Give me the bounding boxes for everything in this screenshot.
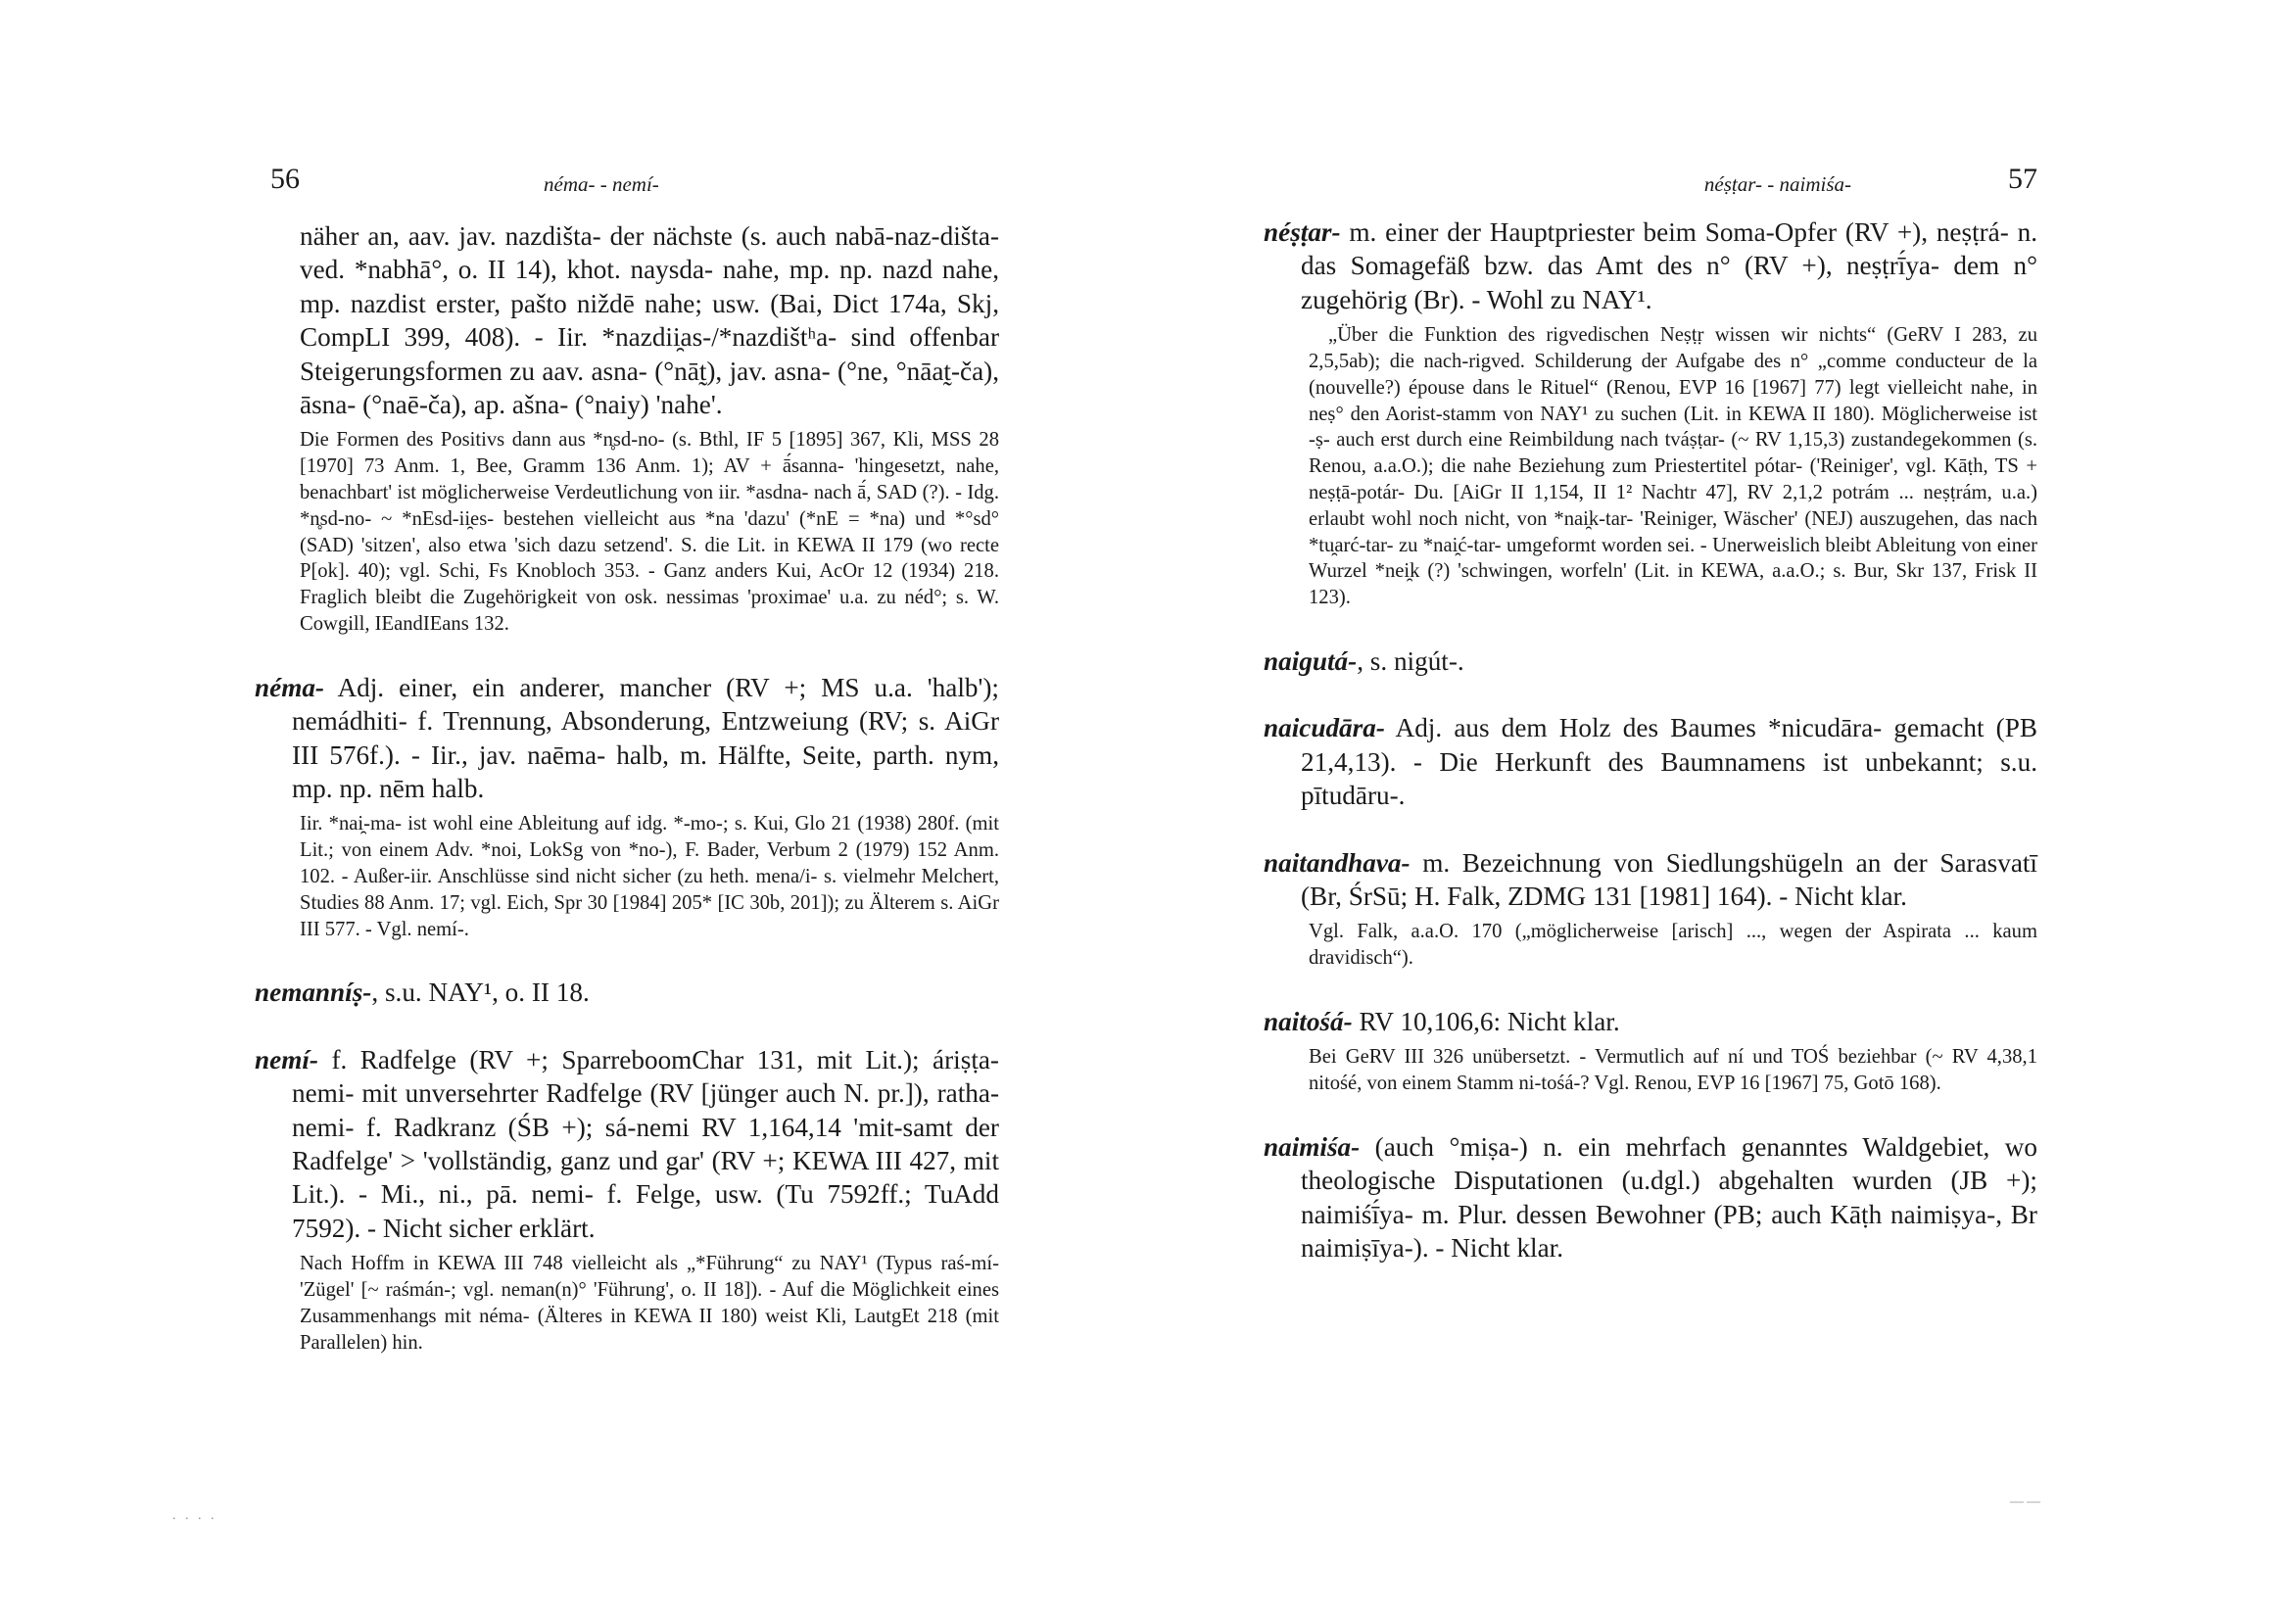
dictionary-entry	[255, 219, 999, 638]
entry-lemma: naitośá-	[1264, 1007, 1353, 1037]
entry-lemma: néṣṭar-	[1264, 217, 1341, 247]
entry-definition: , s. nigút-.	[1357, 645, 1464, 676]
entry-lemma: néma-	[255, 672, 324, 702]
dictionary-entry	[1264, 215, 2037, 611]
dictionary-entry	[1264, 1005, 2037, 1097]
entry-main	[1264, 644, 2037, 678]
page-body	[1264, 215, 2037, 1265]
entry-definition: m. Bezeichnung von Siedlungshügeln an der Sarasvatī (Br, ŚrSū; H. Falk, ZDMG 131 [1981] 164). - Nicht klar.	[1301, 847, 2037, 912]
entry-note: Vgl. Falk, a.a.O. 170 („möglicherweise [arisch] ..., wegen der Aspirata ... kaum dravidisch“).	[1309, 921, 2037, 970]
entry-definition: , s.u. NAY¹, o. II 18.	[371, 978, 590, 1008]
scan-speck: ——	[2010, 1495, 2043, 1509]
page-number: 56	[270, 163, 300, 195]
entry-lemma: nemí-	[255, 1044, 318, 1074]
dictionary-entry	[255, 671, 999, 943]
dictionary-entry	[1264, 644, 2037, 678]
entry-main	[1264, 215, 2037, 316]
running-head: néma- - nemí-	[544, 172, 659, 196]
entry-main	[1264, 711, 2037, 812]
entry-continuation: näher an, aav. jav. nazdišta- der nächste (s. auch nabā-naz-dišta- ved. *nabhā°, o. II 14), khot. naysda- nahe, mp. np. nazd nahe, mp. nazdist erster, pašto niždē nahe; usw. (Bai, Dict 174a, Skj, CompLI 399, 408). - Iir. *nazdii̯as-/*nazdištʰa- sind offenbar Steigerungsformen zu aav. asna- (°nāt̰), jav. asna- (°ne, °nāat̰-ča), āsna- (°naē-ča), ap. ašna- (°naiy) 'nahe'.	[300, 221, 999, 420]
entry-note: Nach Hoffm in KEWA III 748 vielleicht als „*Führung“ zu NAY¹ (Typus raś-mí- 'Zügel' [~ raśmán-; vgl. neman(n)° 'Führung', o. II 18]). - Auf die Möglichkeit eines Zusammenhangs mit néma- (Älteres in KEWA II 180) weist Kli, LautgEt 218 (mit Parallelen) hin.	[300, 1253, 999, 1354]
entry-lemma: naimiśa-	[1264, 1132, 1361, 1163]
dictionary-entry	[255, 976, 999, 1009]
entry-main	[255, 976, 999, 1009]
entry-main	[255, 671, 999, 806]
entry-lemma: naicudāra-	[1264, 713, 1385, 743]
entry-main	[1264, 1005, 2037, 1038]
page-body	[255, 219, 999, 1356]
entry-definition: (auch °miṣa-) n. ein mehrfach genanntes Waldgebiet, wo theologische Disputationen (u.dgl.) abgehalten wurden (JB +); naimiśī́ya- m. Plur. dessen Bewohner (PB; auch Kāṭh naimiṣya-, Br naimiṣīya-). - Nicht klar.	[1301, 1132, 2037, 1264]
entry-definition: Adj. einer, ein anderer, mancher (RV +; MS u.a. 'halb'); nemádhiti- f. Trennung, Absonderung, Entzweiung (RV; s. AiGr III 576f.). - Iir., jav. naēma- halb, m. Hälfte, Seite, parth. nym, mp. np. nēm halb.	[292, 672, 999, 804]
entry-note: Iir. *nai̯-ma- ist wohl eine Ableitung auf idg. *-mo-; s. Kui, Glo 21 (1938) 280f. (mit Lit.; von einem Adv. *noi, LokSg von *no-), F. Bader, Verbum 2 (1979) 152 Anm. 102. - Außer-iir. Anschlüsse sind nicht sicher (zu heth. mena/i- s. vielmehr Melchert, Studies 88 Anm. 17; vgl. Eich, Spr 30 [1984] 205* [IC 30b, 201]); zu Älterem s. AiGr III 577. - Vgl. nemí-.	[300, 813, 999, 940]
dictionary-entry	[1264, 846, 2037, 972]
page-number: 57	[2008, 163, 2037, 195]
entry-main	[1264, 1130, 2037, 1265]
scan-speck: . . . .	[172, 1508, 217, 1523]
dictionary-entry	[1264, 1130, 2037, 1265]
entry-lemma: naitandhava-	[1264, 847, 1411, 878]
entry-definition: Adj. aus dem Holz des Baumes *nicudāra- gemacht (PB 21,4,13). - Die Herkunft des Baumnamens ist unbekannt; s.u. pītudāru-.	[1301, 713, 2037, 811]
running-head: néṣṭar- - naimiśa-	[1703, 172, 1851, 196]
entry-note: „Über die Funktion des rigvedischen Neṣṭṛ wissen wir nichts“ (GeRV I 283, zu 2,5,5ab); die nach-rigved. Schilderung der Aufgabe des n° „comme conducteur de la (nouvelle?) épouse dans le Rituel“ (Renou, EVP 16 [1967] 77) legt vielleicht nahe, in neṣ° den Aorist-stamm von NAY¹ zu suchen (Lit. in KEWA II 180). Möglicherweise ist -ṣ- auch erst durch eine Reimbildung nach tváṣṭar- (~ RV 1,15,3) zustandegekommen (s. Renou, a.a.O.); die nahe Beziehung zum Priestertitel pótar- ('Reiniger', vgl. Kāṭh, TS + neṣṭā-potár- Du. [AiGr II 1,154, II 1² Nachtr 47], RV 2,1,2 potrám ... neṣṭrám, u.a.) erlaubt wohl noch nicht, von *nai̯k-tar- 'Reiniger, Wäscher' (NEJ) auszugehen, das nach *tu̯arć-tar- zu *nai̯ć-tar- umgeformt worden sei. - Unerweislich bleibt Ableitung von einer Wurzel *nei̯k (?) 'schwingen, worfeln' (Lit. in KEWA, a.a.O.; s. Bur, Skr 137, Frisk II 123).	[1309, 324, 2037, 609]
entry-note: Die Formen des Positivs dann aus *n̥sd-no- (s. Bthl, IF 5 [1895] 367, Kli, MSS 28 [1970] 73 Anm. 1, Bee, Gramm 136 Anm. 1); AV + ā́sanna- 'hingesetzt, nahe, benachbart' ist möglicherweise Verdeutlichung von iir. *asdna- nach ā́, SAD (?). - Idg. *n̥sd-no- ~ *nEsd-ii̯es- bestehen vielleicht aus *na 'dazu' (*nE = *na) und *°sd° (SAD) 'sitzen', also etwa 'sich dazu setzend'. S. die Lit. in KEWA II 179 (wo recte P[ok]. 40); vgl. Schi, Fs Knobloch 353. - Ganz anders Kui, AcOr 12 (1934) 218. Fraglich bleibt die Zugehörigkeit von osk. nessimas 'proximae' u.a. zu néd°; s. W. Cowgill, IEandIEans 132.	[300, 429, 999, 636]
entry-definition: RV 10,106,6: Nicht klar.	[1352, 1007, 1620, 1037]
entry-note: Bei GeRV III 326 unübersetzt. - Vermutlich auf ní und TOŚ beziehbar (~ RV 4,38,1 nitośé, von einem Stamm ni-tośá-? Vgl. Renou, EVP 16 [1967] 75, Gotō 168).	[1309, 1046, 2037, 1095]
entry-lemma: nemanníṣ-	[255, 978, 372, 1008]
entry-main	[255, 1043, 999, 1245]
entry-definition: f. Radfelge (RV +; SparreboomChar 131, mit Lit.); áriṣṭa-nemi- mit unversehrter Radfelge (RV [jünger auch N. pr.]), ratha-nemi- f. Radkranz (ŚB +); sá-nemi RV 1,164,14 'mit-samt der Radfelge' > 'vollständig, ganz und gar' (RV +; KEWA III 427, mit Lit.). - Mi., ni., pā. nemi- f. Felge, usw. (Tu 7592ff.; TuAdd 7592). - Nicht sicher erklärt.	[292, 1044, 999, 1243]
entry-main	[1264, 846, 2037, 914]
entry-definition: m. einer der Hauptpriester beim Soma-Opfer (RV +), neṣṭrá- n. das Somagefäß bzw. das Amt des n° (RV +), neṣṭrī́ya- dem n° zugehörig (Br). - Wohl zu NAY¹.	[1301, 217, 2037, 314]
dictionary-entry	[255, 1043, 999, 1357]
entry-lemma: naigutá-	[1264, 645, 1358, 676]
dictionary-entry	[1264, 711, 2037, 812]
